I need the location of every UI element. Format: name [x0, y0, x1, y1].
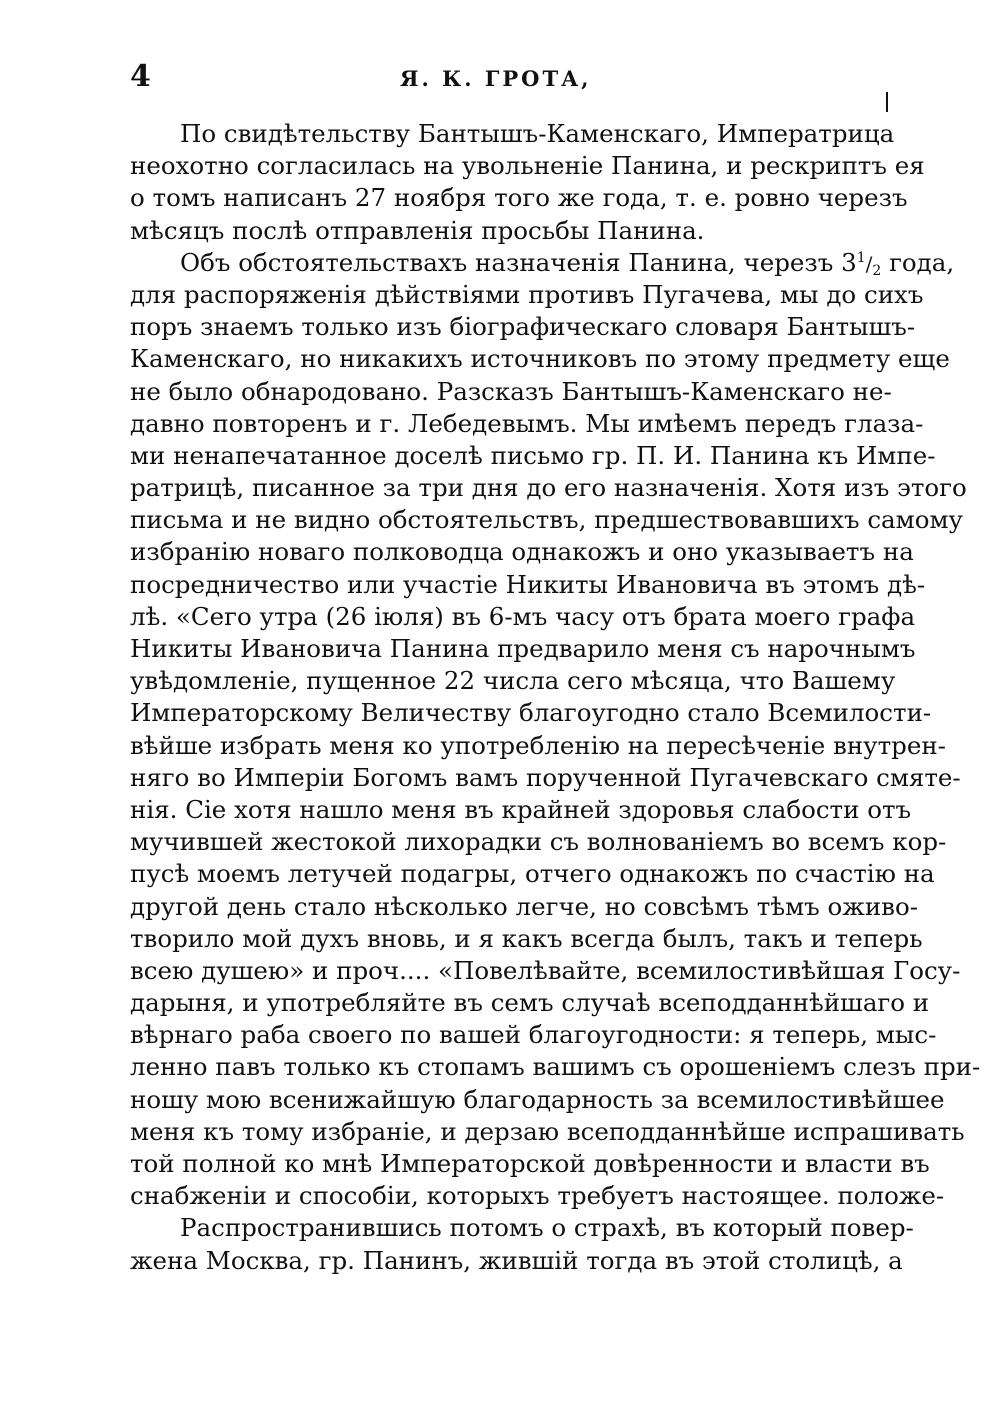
- text-line: снабженіи и способіи, которыхъ требуетъ настоящее. положе-: [130, 1181, 945, 1211]
- paragraph-1: [130, 118, 925, 247]
- text-line: давно повторенъ и г. Лебедевымъ. Мы имѣемъ передъ глаза-: [130, 408, 924, 438]
- text-line: для распоряженія дѣйствіями противъ Пугачева, мы до сихъ: [130, 279, 924, 309]
- text-line: вѣрнаго раба своего по вашей благоугодности: я теперь, мыс-: [130, 1020, 937, 1050]
- text-line: творило мой духъ вновь, и я какъ всегда былъ, такъ и теперь: [130, 923, 923, 953]
- text-line: дарыня, и употребляйте въ семъ случаѣ всеподданнѣйшаго и: [130, 988, 930, 1018]
- text-line: вѣйше избрать меня ко употребленію на пересѣченіе внутрен-: [130, 730, 946, 760]
- fraction-denominator: 2: [872, 262, 882, 279]
- text-line: Распространившись потомъ о страхѣ, въ который повер-: [180, 1213, 914, 1243]
- text-line: неохотно согласилась на увольненіе Панина, и рескриптъ ея: [130, 151, 925, 181]
- text-line: той полной ко мнѣ Императорской довѣренности и власти въ: [130, 1149, 930, 1178]
- margin-mark: [886, 92, 888, 112]
- text-line: избранію новаго полководца однакожъ и оно указываетъ на: [130, 537, 914, 567]
- text-line: По свидѣтельству Бантышъ-Каменскаго, Императрица: [180, 119, 895, 148]
- text-line: посредничество или участіе Никиты Ивановича въ этомъ дѣ-: [130, 569, 926, 599]
- text-line: ленно павъ только къ стопамъ вашимъ съ орошеніемъ слезъ при-: [130, 1052, 981, 1082]
- text-line: не было обнародовано. Разсказъ Бантышъ-Каменскаго не-: [130, 376, 892, 406]
- paragraph-3: [130, 1212, 914, 1276]
- line-text-after: года,: [881, 247, 955, 277]
- text-line: всею душею» и проч.... «Повелѣвайте, всемилостивѣйшая Госу-: [130, 955, 961, 985]
- body-text: [130, 118, 981, 1277]
- text-line: письма и не видно обстоятельствъ, предшествовавшихъ самому: [130, 505, 963, 535]
- running-head: Я. К. ГРОТА,: [400, 66, 592, 91]
- text-line: меня къ тому избраніе, и дерзаю всеподданнѣйше испрашивать: [130, 1116, 965, 1146]
- fraction-numerator: 1: [856, 249, 866, 266]
- line-text-before: Объ обстоятельствахъ назначенія Панина, черезъ 3: [180, 247, 857, 277]
- text-line: жена Москва, гр. Панинъ, жившій тогда въ этой столицѣ, а: [130, 1245, 903, 1275]
- text-line: мучившей жестокой лихорадки съ волнованіемъ во всемъ кор-: [130, 827, 947, 857]
- text-line: пусѣ моемъ летучей подагры, отчего однакожъ по счастію на: [130, 859, 935, 889]
- text-line: лѣ. «Сего утра (26 іюля) въ 6-мъ часу отъ брата моего графа: [130, 601, 916, 631]
- text-line: увѣдомленіе, пущенное 22 числа сего мѣсяца, что Вашему: [130, 666, 896, 696]
- text-line: мѣсяцъ послѣ отправленія просьбы Панина.: [130, 215, 705, 245]
- text-line: няго во Имперіи Богомъ вамъ порученной Пугачевскаго смяте-: [130, 762, 961, 792]
- text-line: ми ненапечатанное доселѣ письмо гр. П. И. Панина къ Импе-: [130, 440, 936, 470]
- text-line: Императорскому Величеству благоугодно стало Всемилости-: [130, 698, 932, 728]
- text-line: поръ знаемъ только изъ біографическаго словаря Бантышъ-: [130, 312, 916, 342]
- fraction-slash: /: [865, 251, 873, 276]
- text-line: другой день стало нѣсколько легче, но совсѣмъ тѣмъ оживо-: [130, 891, 918, 921]
- text-line: о томъ написанъ 27 ноября того же года, т. е. ровно черезъ: [130, 183, 908, 213]
- paragraph-2: [130, 247, 981, 1213]
- text-line: нія. Сіе хотя нашло меня въ крайней здоровья слабости отъ: [130, 794, 912, 824]
- text-line: ратрицѣ, писанное за три дня до его назначенія. Хотя изъ этого: [130, 473, 967, 503]
- text-line: Никиты Ивановича Панина предварило меня съ нарочнымъ: [130, 634, 916, 663]
- text-line: Каменскаго, но никакихъ источниковъ по этому предмету еще: [130, 344, 950, 374]
- text-line: ношу мою всенижайшую благодарность за всемилостивѣйшее: [130, 1084, 945, 1114]
- text-line-with-fraction: [130, 247, 955, 279]
- page-number: 4: [130, 59, 151, 94]
